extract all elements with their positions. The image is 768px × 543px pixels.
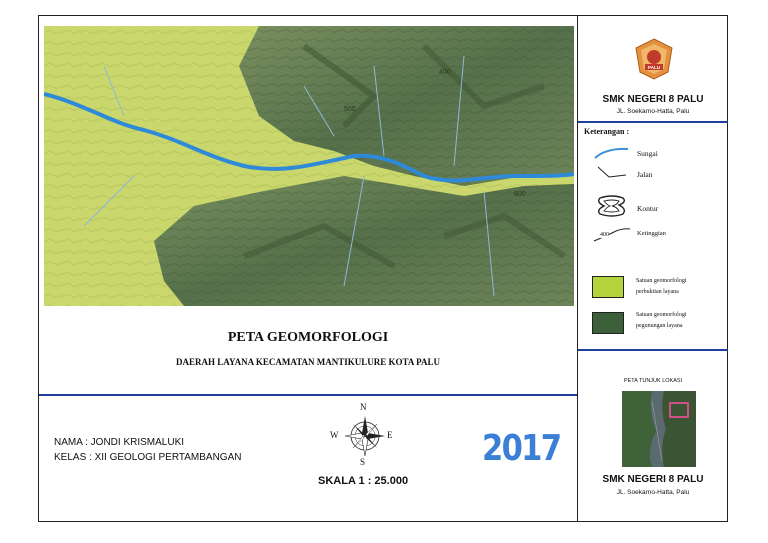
legend-swatch-mountain — [592, 312, 624, 334]
school-name-bottom: SMK NEGERI 8 PALU — [602, 474, 704, 485]
legend-heading: Keterangan : — [584, 127, 630, 136]
elevation-label: 500 — [344, 106, 356, 113]
compass-s: S — [360, 457, 366, 467]
year-label: 2017 — [482, 428, 561, 469]
school-address-bottom: JL. Soekarno-Hatta, Palu — [616, 489, 690, 496]
author-class: KELAS : XII GEOLOGI PERTAMBANGAN — [54, 452, 242, 463]
locator-map — [622, 391, 696, 467]
elevation-label: 400 — [439, 69, 451, 76]
elevation-icon — [592, 224, 632, 249]
map-title: PETA GEOMORFOLOGI — [227, 330, 389, 345]
svg-text:PALU: PALU — [648, 65, 660, 70]
legend-elevation-value: 400 — [600, 232, 609, 238]
school-logo — [634, 38, 674, 80]
legend-unit-mountain-line1: Satuan geomorfologi — [636, 312, 687, 318]
legend-unit-hill-line1: Satuan geomorfologi — [636, 278, 687, 284]
contour-icon — [595, 194, 629, 223]
locator-heading: PETA TUNJUK LOKASI — [623, 378, 683, 384]
legend-unit-hill-line2: perbukitan layana — [636, 289, 679, 295]
panel-divider-top — [578, 121, 728, 123]
elevation-label: 600 — [514, 191, 526, 198]
legend-unit-mountain-line2: pegunungan layana — [636, 323, 683, 329]
main-map — [44, 26, 574, 306]
legend-label-elevation: Ketinggian — [637, 230, 666, 237]
road-icon — [597, 164, 627, 185]
legend-swatch-hill — [592, 276, 624, 298]
vertical-divider — [577, 15, 578, 522]
legend-label-river: Sungai — [637, 149, 658, 158]
panel-divider-bottom — [578, 349, 728, 351]
school-address-top: JL. Soekarno-Hatta, Palu — [616, 108, 690, 115]
school-name-top: SMK NEGERI 8 PALU — [602, 94, 704, 105]
compass-e: E — [387, 430, 393, 440]
river-icon — [594, 146, 630, 165]
scale-text: SKALA 1 : 25.000 — [318, 475, 409, 487]
map-subtitle: DAERAH LAYANA KECAMATAN MANTIKULURE KOTA PALU — [176, 357, 440, 367]
title-divider — [39, 394, 577, 396]
compass-w: W — [330, 430, 339, 440]
legend-label-contour: Kontur — [637, 204, 659, 213]
compass-n: N — [360, 402, 367, 412]
legend-label-road: Jalan — [637, 170, 653, 179]
author-name: NAMA : JONDI KRISMALUKI — [54, 437, 185, 448]
